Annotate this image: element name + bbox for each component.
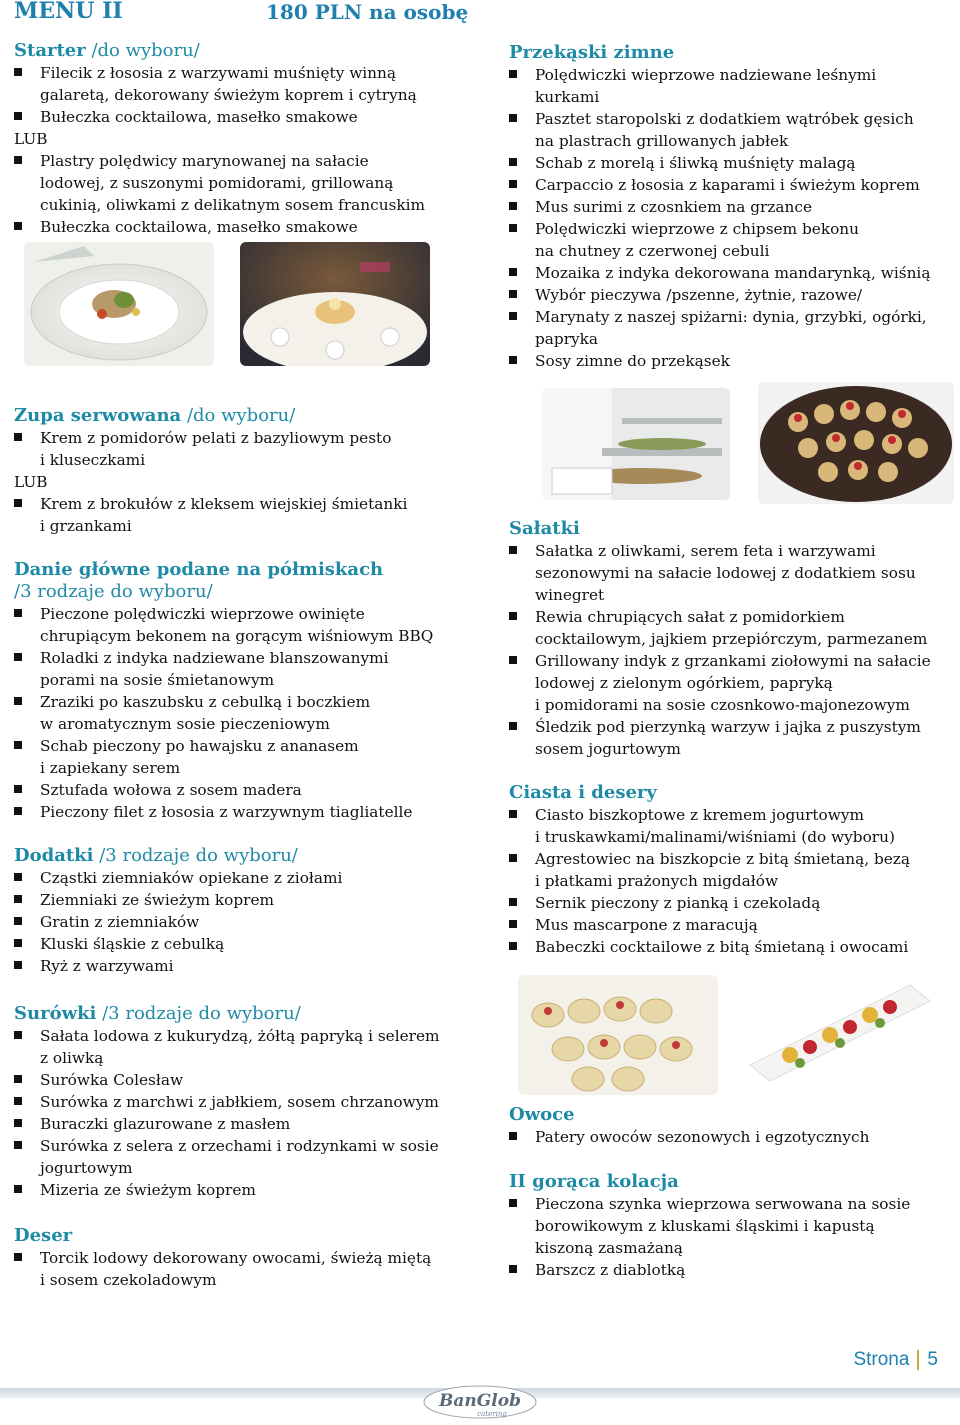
- photo-canapes: [758, 382, 954, 504]
- menu-item: [509, 306, 930, 350]
- menu-item: [509, 936, 910, 958]
- section-title-text: Sałatki: [509, 518, 580, 539]
- square-bullet-icon: [14, 807, 22, 815]
- square-bullet-icon: [509, 224, 517, 232]
- section-title-text: Przekąski zimne: [509, 42, 675, 63]
- menu-item: [14, 955, 342, 977]
- square-bullet-icon: [509, 290, 517, 298]
- menu-item-text: cukinią, oliwkami z delikatnym sosem francuskim: [40, 196, 426, 214]
- section-title-text: Surówki: [14, 1003, 97, 1024]
- menu-item-text: Plastry polędwicy marynowanej na sałacie: [40, 152, 369, 170]
- menu-item: [509, 1126, 869, 1148]
- or-separator: LUB: [14, 473, 48, 491]
- menu-item: [509, 108, 930, 152]
- square-bullet-icon: [14, 961, 22, 969]
- menu-item-text: Pieczona szynka wieprzowa serwowana na sosie: [535, 1195, 911, 1213]
- menu-item-text: winegret: [535, 586, 605, 604]
- square-bullet-icon: [509, 1132, 517, 1140]
- menu-item-text: kiszoną zasmażaną: [535, 1239, 683, 1257]
- square-bullet-icon: [14, 1097, 22, 1105]
- menu-item-text: Mus surimi z czosnkiem na grzance: [535, 198, 813, 216]
- menu-item: [14, 427, 407, 471]
- menu-item-text: Ziemniaki ze świeżym koprem: [40, 891, 275, 909]
- square-bullet-icon: [509, 1265, 517, 1273]
- square-bullet-icon: [509, 180, 517, 188]
- square-bullet-icon: [509, 312, 517, 320]
- menu-item-text: Ciasto biszkoptowe z kremem jogurtowym: [535, 806, 865, 824]
- square-bullet-icon: [509, 612, 517, 620]
- menu-item-text: Gratin z ziemniaków: [40, 913, 200, 931]
- menu-item-list: [14, 427, 407, 537]
- square-bullet-icon: [14, 1031, 22, 1039]
- section-salatki: [509, 518, 931, 760]
- square-bullet-icon: [509, 898, 517, 906]
- svg-text:catering: catering: [477, 1410, 507, 1418]
- photo-fruit-platter: [740, 975, 936, 1085]
- menu-item-text: Agrestowiec na biszkopcie z bitą śmietaną, bezą: [535, 850, 910, 868]
- menu-item: [509, 848, 910, 892]
- section-przekaski-zimne: [509, 42, 930, 372]
- menu-item: [509, 262, 930, 284]
- square-bullet-icon: [14, 68, 22, 76]
- square-bullet-icon: [14, 917, 22, 925]
- menu-item: [14, 603, 433, 647]
- menu-item: [14, 62, 425, 106]
- menu-item-text: Patery owoców sezonowych i egzotycznych: [535, 1128, 870, 1146]
- menu-item-text: galaretą, dekorowany świeżym koprem i cytryną: [40, 86, 417, 104]
- section-subtitle: /3 rodzaje do wyboru/: [14, 581, 213, 602]
- square-bullet-icon: [509, 810, 517, 818]
- menu-item: [14, 735, 433, 779]
- menu-price: 180 PLN na osobę: [266, 0, 469, 24]
- menu-item-text: Pasztet staropolski z dodatkiem wątróbek gęsich: [535, 110, 914, 128]
- square-bullet-icon: [14, 939, 22, 947]
- menu-item-text: Sałata lodowa z kukurydzą, żółtą papryką i selerem: [40, 1027, 440, 1045]
- square-bullet-icon: [14, 741, 22, 749]
- section-title: [14, 559, 433, 581]
- section-title: [14, 40, 425, 62]
- menu-item-text: Krem z pomidorów pelati z bazyliowym pesto: [40, 429, 392, 447]
- menu-item-text: i grzankami: [40, 517, 132, 535]
- square-bullet-icon: [14, 433, 22, 441]
- menu-item-text: Schab pieczony po hawajsku z ananasem: [40, 737, 359, 755]
- menu-item: [14, 1025, 440, 1069]
- menu-item: [14, 1135, 440, 1179]
- menu-item-text: porami na sosie śmietanowym: [40, 671, 275, 689]
- menu-item: [14, 867, 342, 889]
- menu-item-text: Marynaty z naszej spiżarni: dynia, grzybki, ogórki,: [535, 308, 927, 326]
- svg-text:BanGlob: BanGlob: [439, 1391, 521, 1411]
- menu-item: [509, 284, 930, 306]
- menu-item-text: Mizeria ze świeżym koprem: [40, 1181, 256, 1199]
- menu-item-text: Sosy zimne do przekąsek: [535, 352, 730, 370]
- menu-item-list: [509, 540, 931, 760]
- section-zupa-serwowana: [14, 405, 407, 537]
- menu-item: [509, 218, 930, 262]
- banglob-logo: [420, 1380, 540, 1420]
- square-bullet-icon: [14, 1119, 22, 1127]
- menu-item-text: Filecik z łososia z warzywami muśnięty winną: [40, 64, 397, 82]
- menu-item-list: [509, 804, 910, 958]
- square-bullet-icon: [509, 202, 517, 210]
- section-subtitle: /do wyboru/: [181, 405, 296, 426]
- photo-starter-plate: [24, 242, 214, 366]
- menu-item-text: Sztufada wołowa z sosem madera: [40, 781, 302, 799]
- square-bullet-icon: [509, 356, 517, 364]
- section-title: [509, 518, 931, 540]
- menu-item: [509, 350, 930, 372]
- menu-item-text: i zapiekany serem: [40, 759, 181, 777]
- menu-item-list: [14, 867, 342, 977]
- menu-item-text: chrupiącym bekonem na gorącym wiśniowym BBQ: [40, 627, 434, 645]
- menu-item: [14, 801, 433, 823]
- menu-item: [14, 691, 433, 735]
- menu-item-text: Mus mascarpone z maracują: [535, 916, 758, 934]
- menu-item-text: Torcik lodowy dekorowany owocami, świeżą miętą: [40, 1249, 432, 1267]
- photo-desserts: [518, 975, 718, 1095]
- menu-item-list: [509, 1193, 910, 1281]
- menu-item-text: Surówka Colesław: [40, 1071, 184, 1089]
- square-bullet-icon: [509, 656, 517, 664]
- square-bullet-icon: [14, 222, 22, 230]
- menu-item: [509, 174, 930, 196]
- menu-item: [509, 606, 931, 650]
- menu-item-text: Surówka z selera z orzechami i rodzynkami w sosie: [40, 1137, 439, 1155]
- menu-item: [509, 196, 930, 218]
- section-dodatki: [14, 845, 342, 977]
- square-bullet-icon: [509, 546, 517, 554]
- menu-item-text: i truskawkami/malinami/wiśniami (do wyboru): [535, 828, 895, 846]
- menu-item-text: Mozaika z indyka dekorowana mandarynką, wiśnią: [535, 264, 931, 282]
- menu-item-list: [14, 1025, 440, 1201]
- photo-buffet-stands: [542, 388, 730, 500]
- menu-item: [509, 716, 931, 760]
- menu-item: [509, 152, 930, 174]
- menu-item: [14, 1179, 440, 1201]
- square-bullet-icon: [509, 854, 517, 862]
- section-title: [509, 1104, 869, 1126]
- menu-item: [14, 911, 342, 933]
- menu-item: [14, 216, 425, 238]
- square-bullet-icon: [509, 1199, 517, 1207]
- page-number: [853, 1349, 938, 1371]
- menu-item-text: sezonowymi na sałacie lodowej z dodatkiem sosu: [535, 564, 916, 582]
- menu-item: [509, 1259, 910, 1281]
- menu-item-text: Ryż z warzywami: [40, 957, 174, 975]
- square-bullet-icon: [509, 158, 517, 166]
- menu-item: [14, 106, 425, 128]
- menu-item-list: [14, 62, 425, 238]
- menu-item-text: Pieczone polędwiczki wieprzowe owinięte: [40, 605, 365, 623]
- menu-item: [14, 647, 433, 691]
- menu-item-text: Sałatka z oliwkami, serem feta i warzywami: [535, 542, 876, 560]
- section-title-text: Dodatki: [14, 845, 94, 866]
- menu-item: [509, 650, 931, 716]
- square-bullet-icon: [14, 785, 22, 793]
- menu-item-list: [14, 603, 433, 823]
- square-bullet-icon: [14, 156, 22, 164]
- menu-item-text: Roladki z indyka nadziewane blanszowanymi: [40, 649, 389, 667]
- menu-item: [14, 889, 342, 911]
- square-bullet-icon: [14, 873, 22, 881]
- menu-item: [14, 1113, 440, 1135]
- menu-item: [509, 892, 910, 914]
- menu-item: [14, 1069, 440, 1091]
- menu-item-text: papryka: [535, 330, 599, 348]
- photo-banquet-table: [240, 242, 430, 366]
- square-bullet-icon: [14, 112, 22, 120]
- menu-item-text: i płatkami prażonych migdałów: [535, 872, 779, 890]
- section-title-text: Owoce: [509, 1104, 575, 1125]
- menu-item-text: lodowej z zielonym ogórkiem, papryką: [535, 674, 833, 692]
- page-separator: [917, 1350, 919, 1370]
- menu-item-text: borowikowym z kluskami śląskimi i kapustą: [535, 1217, 875, 1235]
- menu-item-text: i sosem czekoladowym: [40, 1271, 217, 1289]
- section-owoce: [509, 1104, 869, 1148]
- section-title-text: II gorąca kolacja: [509, 1171, 679, 1192]
- section-title: [509, 1171, 910, 1193]
- menu-item: [14, 1247, 431, 1291]
- menu-item-text: Cząstki ziemniaków opiekane z ziołami: [40, 869, 343, 887]
- menu-item-text: na plastrach grillowanych jabłek: [535, 132, 789, 150]
- menu-item-text: Bułeczka cocktailowa, masełko smakowe: [40, 108, 358, 126]
- menu-item-text: z oliwką: [40, 1049, 104, 1067]
- square-bullet-icon: [509, 268, 517, 276]
- menu-item: [509, 914, 910, 936]
- menu-item: [509, 64, 930, 108]
- square-bullet-icon: [14, 1141, 22, 1149]
- menu-item-list: [509, 64, 930, 372]
- menu-item-text: Polędwiczki wieprzowe z chipsem bekonu: [535, 220, 859, 238]
- square-bullet-icon: [509, 942, 517, 950]
- section-title: [14, 1225, 431, 1247]
- menu-title: MENU II: [14, 0, 123, 24]
- section-subtitle: /3 rodzaje do wyboru/: [96, 1003, 301, 1024]
- square-bullet-icon: [509, 722, 517, 730]
- section-title: [509, 42, 930, 64]
- menu-item-text: kurkami: [535, 88, 600, 106]
- menu-item-text: Babeczki cocktailowe z bitą śmietaną i owocami: [535, 938, 909, 956]
- square-bullet-icon: [14, 499, 22, 507]
- menu-item: [509, 804, 910, 848]
- menu-item: [509, 540, 931, 606]
- menu-item-list: [14, 1247, 431, 1291]
- menu-item: [14, 1091, 440, 1113]
- section-title: [14, 1003, 440, 1025]
- square-bullet-icon: [14, 1075, 22, 1083]
- menu-item-text: Grillowany indyk z grzankami ziołowymi na sałacie: [535, 652, 931, 670]
- square-bullet-icon: [509, 70, 517, 78]
- menu-item-text: Sernik pieczony z pianką i czekoladą: [535, 894, 821, 912]
- menu-item: [14, 779, 433, 801]
- section-ii-goraca-kolacja: [509, 1171, 910, 1281]
- section-title-text: Ciasta i desery: [509, 782, 657, 803]
- menu-item-text: Bułeczka cocktailowa, masełko smakowe: [40, 218, 358, 236]
- section-title: [14, 405, 407, 427]
- menu-item-text: Pieczony filet z łososia z warzywnym tiagliatelle: [40, 803, 413, 821]
- menu-item: [14, 493, 407, 537]
- square-bullet-icon: [14, 895, 22, 903]
- menu-item-text: na chutney z czerwonej cebuli: [535, 242, 770, 260]
- section-danie-glowne-podane-na-polmiskach: [14, 559, 433, 823]
- square-bullet-icon: [14, 1185, 22, 1193]
- menu-item-list: [509, 1126, 869, 1148]
- section-title: [14, 845, 342, 867]
- menu-item-text: Krem z brokułów z kleksem wiejskiej śmietanki: [40, 495, 408, 513]
- menu-item-text: i kluseczkami: [40, 451, 146, 469]
- menu-item-text: i pomidorami na sosie czosnkowo-majonezowym: [535, 696, 910, 714]
- square-bullet-icon: [509, 920, 517, 928]
- section-title-text: Starter: [14, 40, 86, 61]
- menu-item: [14, 933, 342, 955]
- page-number-value: 5: [927, 1349, 938, 1370]
- menu-item-text: Kluski śląskie z cebulką: [40, 935, 225, 953]
- menu-item-text: Buraczki glazurowane z masłem: [40, 1115, 291, 1133]
- menu-item-text: Wybór pieczywa /pszenne, żytnie, razowe/: [535, 286, 863, 304]
- menu-item-text: Polędwiczki wieprzowe nadziewane leśnymi: [535, 66, 877, 84]
- menu-item-text: Barszcz z diablotką: [535, 1261, 686, 1279]
- menu-item-text: Zraziki po kaszubsku z cebulką i boczkiem: [40, 693, 371, 711]
- menu-item-text: Surówka z marchwi z jabłkiem, sosem chrzanowym: [40, 1093, 439, 1111]
- section-title-text: Deser: [14, 1225, 73, 1246]
- square-bullet-icon: [14, 653, 22, 661]
- section-ciasta-i-desery: [509, 782, 910, 958]
- menu-item-text: Śledzik pod pierzynką warzyw i jajka z puszystym: [535, 718, 921, 736]
- menu-item-text: Rewia chrupiących sałat z pomidorkiem: [535, 608, 845, 626]
- menu-item-text: w aromatycznym sosie pieczeniowym: [40, 715, 330, 733]
- square-bullet-icon: [14, 697, 22, 705]
- menu-item-text: Schab z morelą i śliwką muśnięty malagą: [535, 154, 856, 172]
- menu-item: [509, 1193, 910, 1259]
- menu-item-text: sosem jogurtowym: [535, 740, 681, 758]
- menu-item: [14, 150, 425, 216]
- menu-item-text: Carpaccio z łososia z kaparami i świeżym koprem: [535, 176, 920, 194]
- square-bullet-icon: [509, 114, 517, 122]
- section-title: [509, 782, 910, 804]
- square-bullet-icon: [14, 609, 22, 617]
- section-subtitle: /do wyboru/: [85, 40, 200, 61]
- section-deser: [14, 1225, 431, 1291]
- or-separator: LUB: [14, 130, 48, 148]
- menu-item-text: cocktailowym, jajkiem przepiórczym, parmezanem: [535, 630, 928, 648]
- section-subtitle: /3 rodzaje do wyboru/: [93, 845, 298, 866]
- menu-item-text: jogurtowym: [40, 1159, 133, 1177]
- menu-item-text: lodowej, z suszonymi pomidorami, grillowaną: [40, 174, 394, 192]
- section-title-text: Zupa serwowana: [14, 405, 182, 426]
- section-title-text: Danie główne podane na półmiskach: [14, 559, 384, 580]
- section-surowki: [14, 1003, 440, 1201]
- section-starter: [14, 40, 425, 238]
- square-bullet-icon: [14, 1253, 22, 1261]
- page-label: Strona: [853, 1349, 910, 1370]
